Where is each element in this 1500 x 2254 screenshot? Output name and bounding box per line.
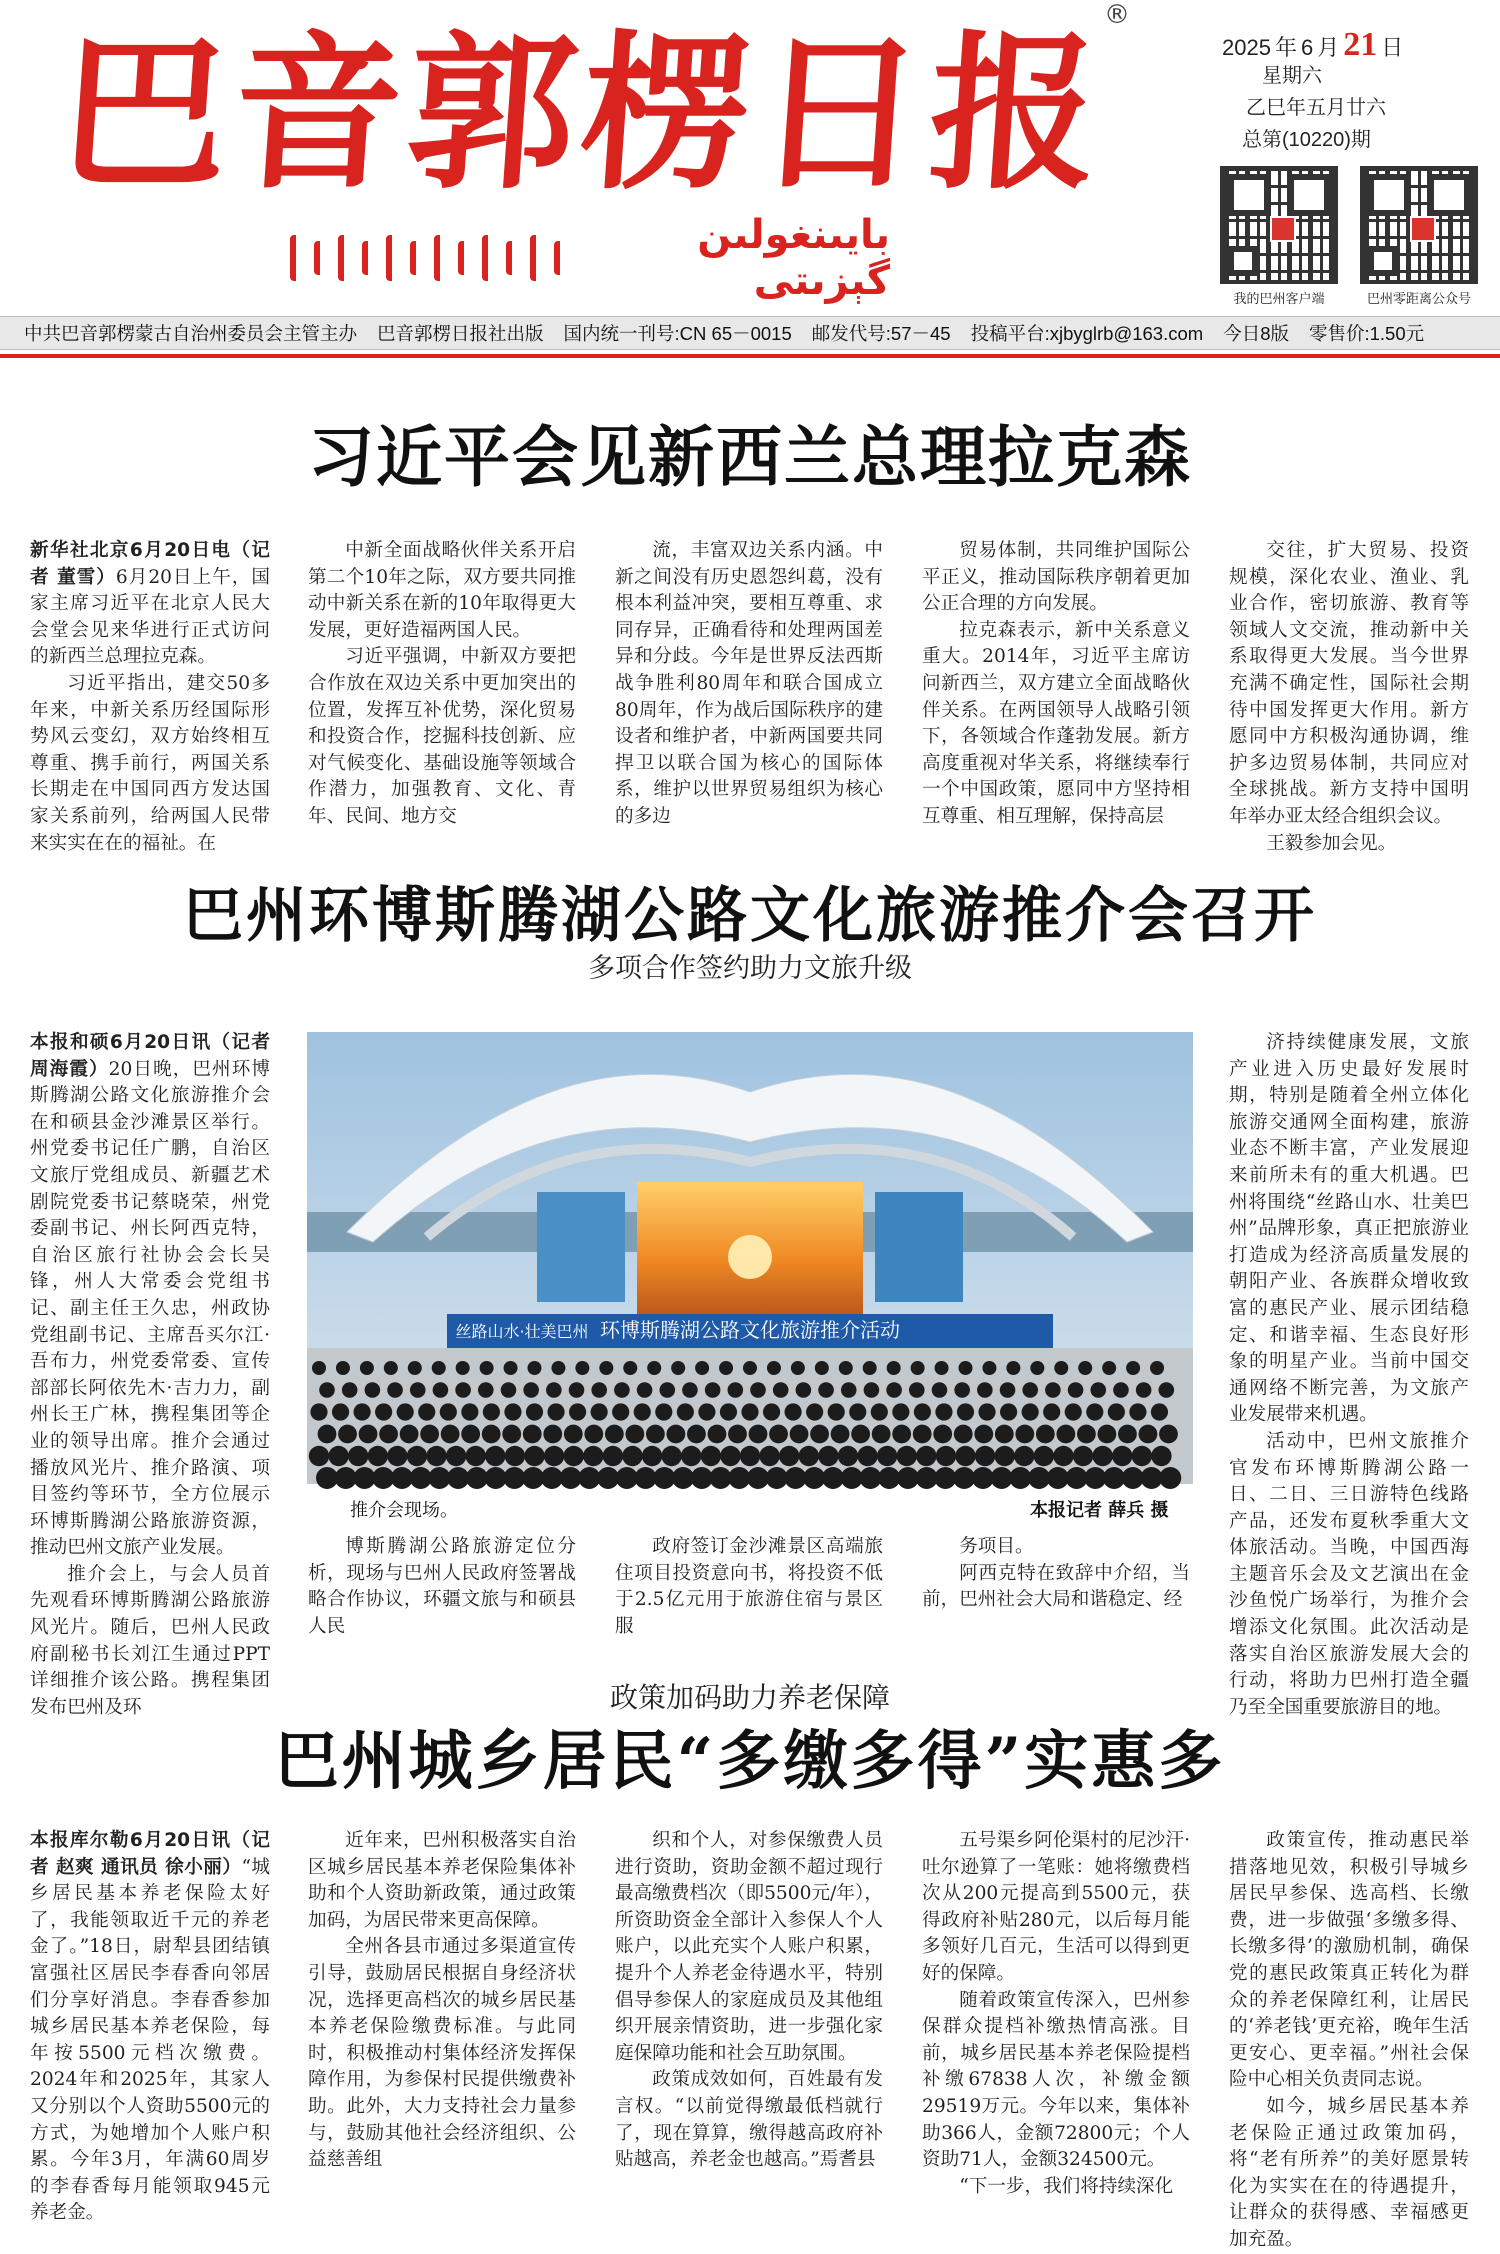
uyghur-script-title: بايىنغولىن گېزىتى (697, 212, 890, 304)
paragraph: 本报库尔勒6月20日讯（记者 赵爽 通讯员 徐小丽）“城乡居民基本养老保险太好了，我能领取近千元的养老金了。”18日，尉犁县团结镇富强社区居民李春香向邻居们分享好消息。李春香参加城乡居民基本养老保险，每年按5500元档次缴费。2024年和2025年，其家人又分别以个人资助5500元的方式，为她增加个人账户积累。今年3月，年满60周岁的李春香每月能领取945元养老金。 (30, 1830, 271, 2224)
paragraph: 全州各县市通过多渠道宣传引导，鼓励居民根据自身经济状况，选择更高档次的城乡居民基本养老保险缴费标准。与此同时，积极推动村集体经济发挥保障作用，为参保村民提供缴费补助。此外，大力支持社会力量参与，鼓励其他社会经济组织、公益慈善组 (308, 1936, 576, 2171)
article3-column-4 (922, 1828, 1190, 2197)
qr-code-icon (1220, 166, 1338, 284)
byline: 本报库尔勒6月20日讯（记者 赵爽 通讯员 徐小丽） (30, 1830, 270, 1878)
paragraph: 政策成效如何，百姓最有发言权。“以前觉得缴最低档就行了，现在算算，缴得越高政府补贴越高，养老金也越高。”焉耆县 (615, 2069, 883, 2171)
paragraph: 拉克森表示，新中关系意义重大。2014年，习近平主席访问新西兰，双方建立全面战略伙伴关系。在两国领导人战略引领下，各领域合作蓬勃发展。新方高度重视对华关系，将继续奉行一个中国政策，愿同中方坚持相互尊重、相互理解，保持高层 (922, 619, 1190, 827)
lunar-date: 乙巳年五月廿六 (1246, 97, 1386, 119)
paragraph: “下一步，我们将持续深化 (959, 2175, 1174, 2197)
article1-column-2 (308, 538, 576, 828)
newspaper-title: 巴音郭楞日报 (53, 14, 1111, 212)
masthead (0, 0, 1500, 310)
paragraph: 习近平强调，中新双方要把合作放在双边关系中更加突出的位置，发挥互补优势，深化贸易和投资合作，挖掘科技创新、应对气候变化、基础设施等领域合作潜力，加强教育、文化、青年、民间、地方交 (308, 646, 576, 827)
info-cn-number: 国内统一刊号:CN 65－0015 (563, 323, 792, 344)
weekday: 星期六 (1262, 65, 1322, 87)
paragraph: 五号渠乡阿伦渠村的尼沙汗·吐尔逊算了一笔账：她将缴费档次从200元提高到5500元，获得政府补贴280元，以后每月能多领好几百元，生活可以得到更好的保障。 (922, 1830, 1190, 1984)
article2-column-4 (922, 1534, 1190, 1614)
article1-headline[interactable]: 习近平会见新西兰总理拉克森 (308, 419, 1192, 496)
issue-number: 总第(10220)期 (1242, 129, 1371, 151)
photo-caption: 推介会现场。 (350, 1500, 458, 1521)
article1-column-3 (615, 538, 883, 828)
stage-slogan-text: 丝路山水·壮美巴州 (455, 1322, 589, 1341)
paragraph: 随着政策宣传深入，巴州参保群众提档补缴热情高涨。目前，城乡居民基本养老保险提档补缴67838人次，补缴金额29519万元。今年以来，集体补助366人，金额72800元；个人资助71人，金额324500元。 (922, 1989, 1190, 2171)
info-postal-code: 邮发代号:57－45 (811, 323, 951, 344)
article1-column-4 (922, 538, 1190, 828)
article1-column-5 (1229, 538, 1469, 854)
paragraph: 习近平指出，建交50多年来，中新关系历经国际形势风云变幻，双方始终相互尊重、携手前行，两国关系长期走在中国同西方发达国家关系前列，给两国人民带来实实在在的福祉。在 (30, 672, 270, 854)
header-divider (0, 354, 1500, 358)
mongolian-script-title (290, 235, 568, 281)
paragraph: 织和个人，对参保缴费人员进行资助，资助金额不超过现行最高缴费档次（即5500元/年），所资助资金全部计入参保人个人账户，以此充实个人账户积累，提升个人养老金待遇水平，特别倡导参保人的家庭成员及其他组织开展亲情资助，进一步强化家庭保障功能和社会互助氛围。 (615, 1830, 883, 2064)
paragraph: 务项目。 (959, 1536, 1034, 1557)
newspaper-subtitle-scripts (290, 212, 890, 304)
paragraph: 政策宣传，推动惠民举措落地见效，积极引导城乡居民早参保、选高档、长缴费，进一步做强‘多缴多得、长缴多得’的激励机制，确保党的惠民政策真正转化为群众的养老保障红利，让居民的‘养老钱’更充裕，晚年生活更安心、更幸福。”州社会保险中心相关负责同志说。 (1229, 1830, 1469, 2091)
article3-column-3 (615, 1828, 883, 2180)
article2-headline[interactable]: 巴州环博斯腾湖公路文化旅游推介会召开 (183, 881, 1317, 951)
info-submission-email[interactable]: 投稿平台:xjbyglrb@163.com (970, 323, 1204, 344)
paragraph: 贸易体制，共同维护国际公平正义，推动国际秩序朝着更加公正合理的方向发展。 (922, 540, 1190, 615)
byline: 新华社北京6月20日电（记者 董雪） (30, 540, 270, 588)
byline: 本报和硕6月20日讯（记者 周海霞） (30, 1032, 270, 1080)
info-publisher: 巴音郭楞日报社出版 (377, 323, 544, 344)
paragraph: 阿西克特在致辞中介绍，当前，巴州社会大局和谐稳定、经 (922, 1562, 1190, 1611)
paragraph: 中新全面战略伙伴关系开启第二个10年之际，双方要共同推动中新关系在新的10年取得更大发展，更好造福两国人民。 (308, 540, 576, 641)
info-page-count: 今日8版 (1223, 323, 1289, 344)
paragraph: 新华社北京6月20日电（记者 董雪）6月20日上午，国家主席习近平在北京人民大会堂会见来华进行正式访问的新西兰总理拉克森。 (30, 540, 270, 668)
qr-label: 我的巴州客户端 (1233, 291, 1325, 306)
article2-column-2 (308, 1534, 576, 1637)
article3-headline[interactable]: 巴州城乡居民“多缴多得”实惠多 (274, 1724, 1226, 1799)
paragraph: 本报和硕6月20日讯（记者 周海霞）20日晚，巴州环博斯腾湖公路文化旅游推介会在和硕县金沙滩景区举行。州党委书记任广鹏，自治区文旅厅党组成员、新疆艺术剧院党委书记蔡晓荣，州党委副书记、州长阿西克特，自治区旅行社协会会长吴锋，州人大常委会党组书记、副主任王久忠，州政协党组副书记、主席吾买尔江·吾布力，州党委常委、宣传部部长阿依先木·吉力力，副州长王广林，携程集团等企业的领导出席。推介会通过播放风光片、推介路演、项目签约等环节，全方位展示环博斯腾湖公路旅游资源，推动巴州文旅产业发展。 (30, 1032, 270, 1559)
paragraph: 交往，扩大贸易、投资规模，深化农业、渔业、乳业合作，密切旅游、教育等领域人文交流，推动新中关系取得更大发展。当今世界充满不确定性，国际社会期待中国发挥更大作用。新方愿同中方积极沟通协调，维护多边贸易体制，共同应对全球挑战。新方支持中国明年举办亚太经合组织会议。 (1229, 540, 1469, 827)
qr-code-client-app[interactable] (1214, 166, 1344, 307)
paragraph: 流，丰富双边关系内涵。中新之间没有历史恩怨纠葛，没有根本利益冲突，要相互尊重、求同存异，正确看待和处理两国差异和分歧。今年是世界反法西斯战争胜利80周年和联合国成立80周年，作为战后国际秩序的建设者和维护者，中新两国要共同捍卫以联合国为核心的国际体系，维护以世界贸易组织为核心的多边 (615, 540, 883, 827)
paragraph: 政府签订金沙滩景区高端旅住项目投资意向书，将投资不低于2.5亿元用于旅游住宿与景区服 (615, 1536, 883, 1637)
publication-info-bar (0, 316, 1500, 350)
stage-banner-text: 环博斯腾湖公路文化旅游推介活动 (600, 1318, 900, 1342)
qr-code-icon (1360, 166, 1478, 284)
paragraph: 济持续健康发展，文旅产业进入历史最好发展时期，特别是随着全州立体化旅游交通网全面构建，旅游业态不断丰富，产业发展迎来前所未有的重大机遇。巴州将围绕“丝路山水、壮美巴州”品牌形象，真正把旅游业打造成为经济高质量发展的朝阳产业、各族群众增收致富的惠民产业、展示团结稳定、和谐幸福、生态良好形象的明星产业。当前中国交通网络不断完善，为文旅产业发展带来机遇。 (1229, 1032, 1469, 1426)
article3-kicker: 政策加码助力养老保障 (609, 1681, 890, 1714)
paragraph: 近年来，巴州积极落实自治区城乡居民基本养老保险集体补助和个人资助新政策，通过政策加码，为居民带来更高保障。 (308, 1830, 576, 1931)
article2-column-3 (615, 1534, 883, 1637)
article3-column-1 (30, 1828, 271, 2224)
date-block (1222, 26, 1492, 156)
qr-label: 巴州零距离公众号 (1366, 291, 1471, 306)
paragraph: 博斯腾湖公路旅游定位分析，现场与巴州人民政府签署战略合作协议，环疆文旅与和硕县人民 (308, 1536, 576, 1637)
article3-column-5 (1229, 1828, 1469, 2250)
info-price: 零售价:1.50元 (1308, 323, 1425, 344)
qr-code-wechat[interactable] (1354, 166, 1484, 307)
paragraph: 王毅参加会见。 (1266, 832, 1397, 854)
registered-mark: ® (1104, 0, 1130, 30)
article3-column-2 (308, 1828, 576, 2180)
article2-subheadline: 多项合作签约助力文旅升级 (588, 953, 912, 984)
paragraph: 活动中，巴州文旅推介官发布环博斯腾湖公路一日、二日、三日游特色线路产品，还发布夏秋季重大文体旅活动。当晚，中国西海主题音乐会及文艺演出在金沙鱼悦广场举行，为推介会增添文化氛围。此次活动是落实自治区旅游发展大会的行动，将助力巴州打造全疆乃至全国重要旅游目的地。 (1229, 1430, 1469, 1718)
paragraph: 如今，城乡居民基本养老保险正通过政策加码，将“老有所养”的美好愿景转化为实实在在的待遇提升，让群众的获得感、幸福感更加充盈。 (1229, 2095, 1469, 2250)
event-photo[interactable] (307, 1032, 1193, 1484)
info-sponsor: 中共巴音郭楞蒙古自治州委员会主管主办 (24, 323, 358, 344)
article2-column-5 (1229, 1030, 1469, 1718)
article1-column-1 (30, 538, 270, 854)
paragraph: 推介会上，与会人员首先观看环博斯腾湖公路旅游风光片。随后，巴州人民政府副秘书长刘江生通过PPT详细推介该公路。携程集团发布巴州及环 (30, 1563, 270, 1718)
photo-credit: 本报记者 薛兵 摄 (1030, 1500, 1169, 1521)
publication-date: 2025 年 6 月 21 日 (1222, 26, 1404, 63)
article2-column-1 (30, 1030, 270, 1718)
